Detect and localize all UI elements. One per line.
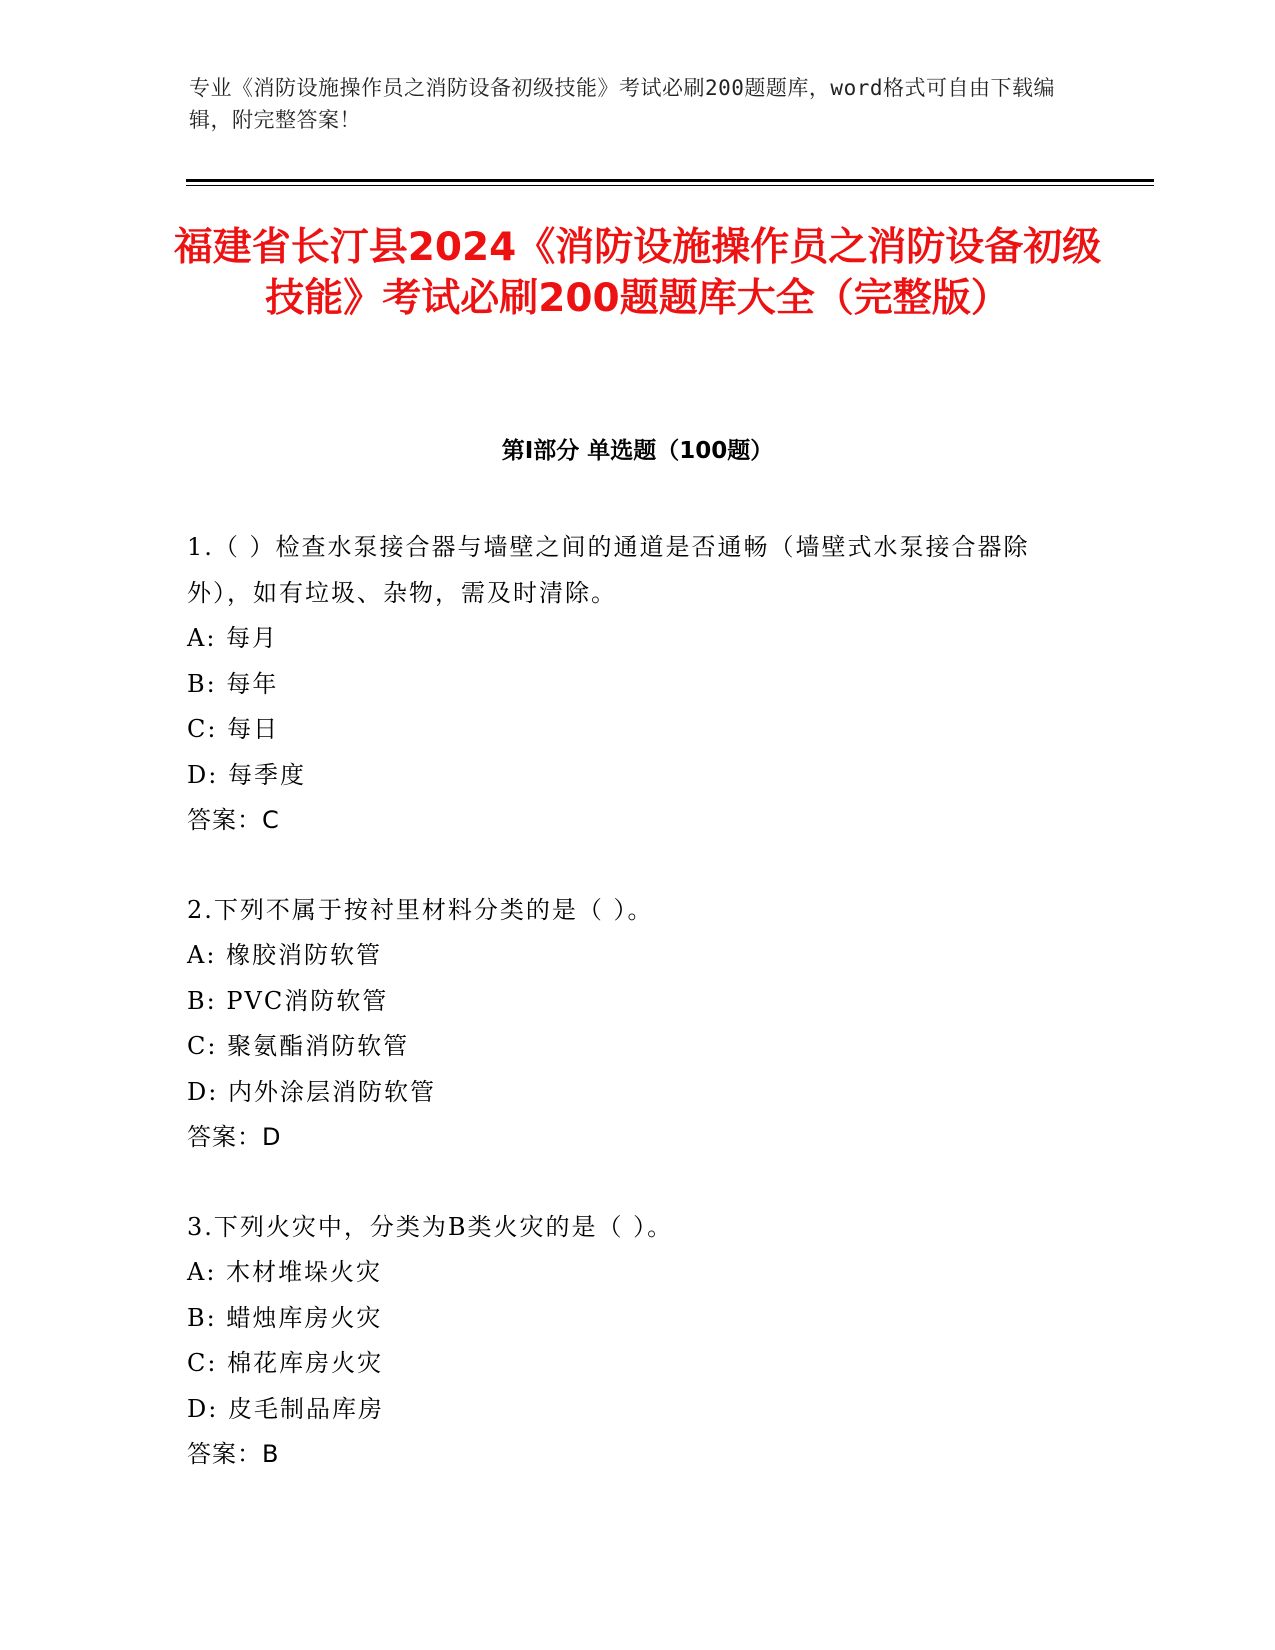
option-a: A: 橡胶消防软管 (187, 941, 383, 969)
option-a: A: 木材堆垛火灾 (187, 1258, 383, 1286)
answer: 答案：D (187, 1123, 282, 1151)
header-note: 专业《消防设施操作员之消防设备初级技能》考试必刷200题题库，word格式可自由下载编辑，附完整答案！ (189, 76, 1055, 132)
answer: 答案：B (187, 1440, 280, 1468)
option-d: D: 皮毛制品库房 (187, 1394, 384, 1423)
option-b: B: PVC消防软管 (187, 986, 389, 1015)
option-c: C: 棉花库房火灾 (187, 1349, 384, 1377)
question-2 (187, 888, 1067, 1161)
question-3 (187, 1205, 1067, 1478)
option-c: C: 每日 (187, 715, 280, 743)
question-stem: 1.（ ）检查水泵接合器与墙壁之间的通道是否通畅（墙壁式水泵接合器除外），如有垃圾、杂物，需及时清除。 (187, 533, 1030, 607)
header-rule-thin (186, 185, 1154, 186)
option-b: B: 每年 (187, 669, 279, 698)
option-a: A: 每月 (187, 624, 279, 652)
option-d: D: 内外涂层消防软管 (187, 1077, 436, 1106)
header-rule-thick (186, 179, 1154, 182)
question-stem: 2.下列不属于按衬里材料分类的是（ ）。 (187, 895, 654, 924)
answer: 答案：C (187, 806, 280, 834)
option-d: D: 每季度 (187, 760, 306, 789)
question-stem: 3.下列火灾中，分类为B类火灾的是（ ）。 (187, 1212, 674, 1241)
document-title: 福建省长汀县2024《消防设施操作员之消防设备初级技能》考试必刷200题题库大全（完整版） (173, 225, 1102, 321)
section-heading: 第I部分 单选题（100题） (501, 438, 774, 464)
question-list (187, 525, 1067, 1522)
option-b: B: 蜡烛库房火灾 (187, 1303, 383, 1332)
option-c: C: 聚氨酯消防软管 (187, 1032, 410, 1060)
question-1 (187, 525, 1067, 844)
